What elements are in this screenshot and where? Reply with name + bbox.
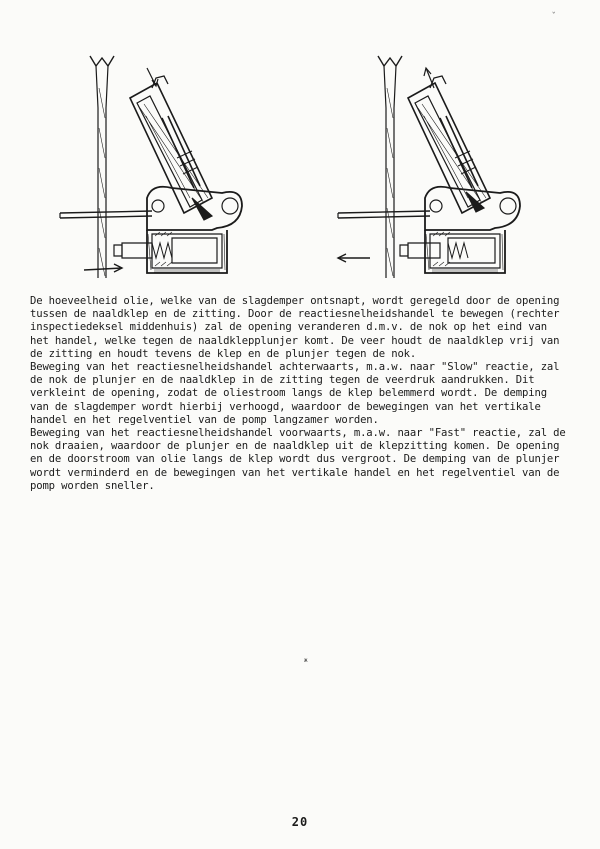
damper-valve-diagram-slow	[52, 48, 282, 280]
figure-fast-diagram	[330, 48, 560, 280]
corner-mark: ˇ	[551, 12, 557, 22]
paragraph-3: Beweging van het reactiesnelheidshandel voorwaarts, m.a.w. naar "Fast" reactie, zal de nok draaien, waardoor de plunjer en de naaldklep uit de klepzitting komen. De opening en de doorstroom van olie langs de klep wordt dus vergroot. De demping van de plunjer wordt verminderd en de bewegingen van het vertikale handel en het regelventiel van de pomp worden sneller.	[30, 427, 566, 492]
paragraph-1: De hoeveelheid olie, welke van de slagdemper ontsnapt, wordt geregeld door de opening tussen de naaldklep en de zitting. Door de reactiesnelheidshandel te bewegen (rechter inspectiedeksel middenhuis) zal de opening veranderen d.m.v. de nok op het eind van het handel, welke tegen de naaldklepplunjer komt. De veer houdt de naaldklep vrij van de zitting en houdt tevens de klep en de plunjer tegen de nok.	[30, 295, 560, 360]
center-mark: ж	[304, 657, 308, 664]
body-text	[30, 295, 570, 493]
figure-slow-diagram	[52, 48, 282, 280]
page-number: 20	[291, 815, 309, 829]
paragraph-2: Beweging van het reactiesnelheidshandel achterwaarts, m.a.w. naar "Slow" reactie, zal de nok de plunjer en de naaldklep in de zitting tegen de veerdruk aandrukken. Dit verkleint de opening, zodat de oliestroom langs de klep belemmerd wordt. De demping van de slagdemper wordt hierbij verhoogd, waardoor de bewegingen van het vertikale handel en het regelventiel van de pomp langzamer worden.	[30, 361, 560, 426]
damper-valve-diagram-fast	[330, 48, 560, 280]
